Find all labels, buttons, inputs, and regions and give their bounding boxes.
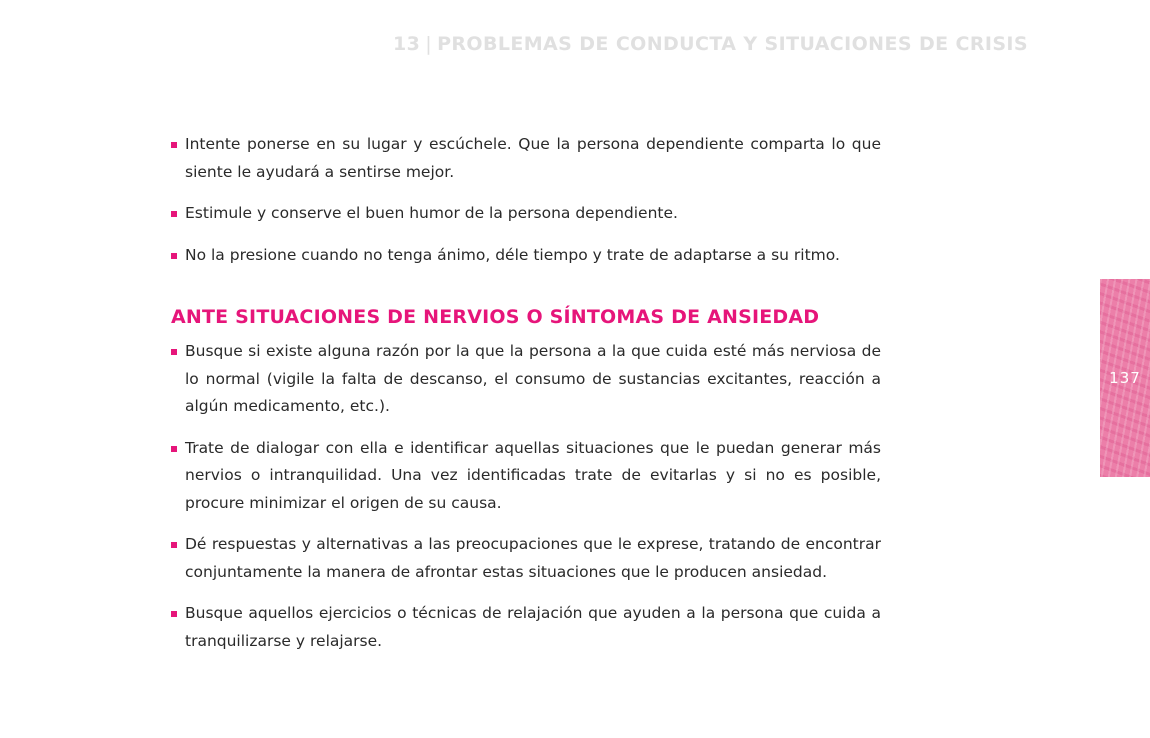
list-item-text: Intente ponerse en su lugar y escúchele. Que la persona dependiente comparta lo que siente le ayudará a sentirse mejor. <box>185 135 881 181</box>
list-item-text: Estimule y conserve el buen humor de la persona dependiente. <box>185 204 678 222</box>
page-tab <box>1100 279 1150 477</box>
list-item <box>171 600 881 655</box>
list-item <box>171 242 881 270</box>
square-bullet-icon <box>171 446 177 452</box>
section-heading: ANTE SITUACIONES DE NERVIOS O SÍNTOMAS DE ANSIEDAD <box>171 306 820 328</box>
square-bullet-icon <box>171 142 177 148</box>
list-item <box>171 200 881 228</box>
list-item <box>171 435 881 518</box>
tips-list-mood <box>171 131 881 269</box>
list-item-text: Busque si existe alguna razón por la que la persona a la que cuida esté más nerviosa de lo normal (vigile la falta de descanso, el consumo de sustancias excitantes, reacción a algún medicamento, etc.). <box>185 342 881 415</box>
square-bullet-icon <box>171 349 177 355</box>
square-bullet-icon <box>171 542 177 548</box>
list-item-text: Dé respuestas y alternativas a las preocupaciones que le exprese, tratando de encontrar conjuntamente la manera de afrontar estas situaciones que le producen ansiedad. <box>185 535 881 581</box>
square-bullet-icon <box>171 211 177 217</box>
square-bullet-icon <box>171 253 177 259</box>
header-separator: | <box>425 33 433 55</box>
running-header <box>393 33 1028 55</box>
square-bullet-icon <box>171 611 177 617</box>
chapter-title: PROBLEMAS DE CONDUCTA Y SITUACIONES DE CRISIS <box>437 33 1028 55</box>
list-item-text: Busque aquellos ejercicios o técnicas de relajación que ayuden a la persona que cuida a tranquilizarse y relajarse. <box>185 604 881 650</box>
page-number: 137 <box>1109 369 1141 387</box>
list-item-text: No la presione cuando no tenga ánimo, déle tiempo y trate de adaptarse a su ritmo. <box>185 245 840 264</box>
tips-list-anxiety <box>171 338 881 655</box>
list-item-text: Trate de dialogar con ella e identificar aquellas situaciones que le puedan generar más nervios o intranquilidad. Una vez identificadas trate de evitarlas y si no es posible, procure minimizar el origen de su causa. <box>185 438 881 512</box>
page-content <box>171 131 881 669</box>
list-item <box>171 131 881 186</box>
chapter-number: 13 <box>393 33 421 55</box>
list-item <box>171 338 881 421</box>
list-item <box>171 531 881 586</box>
